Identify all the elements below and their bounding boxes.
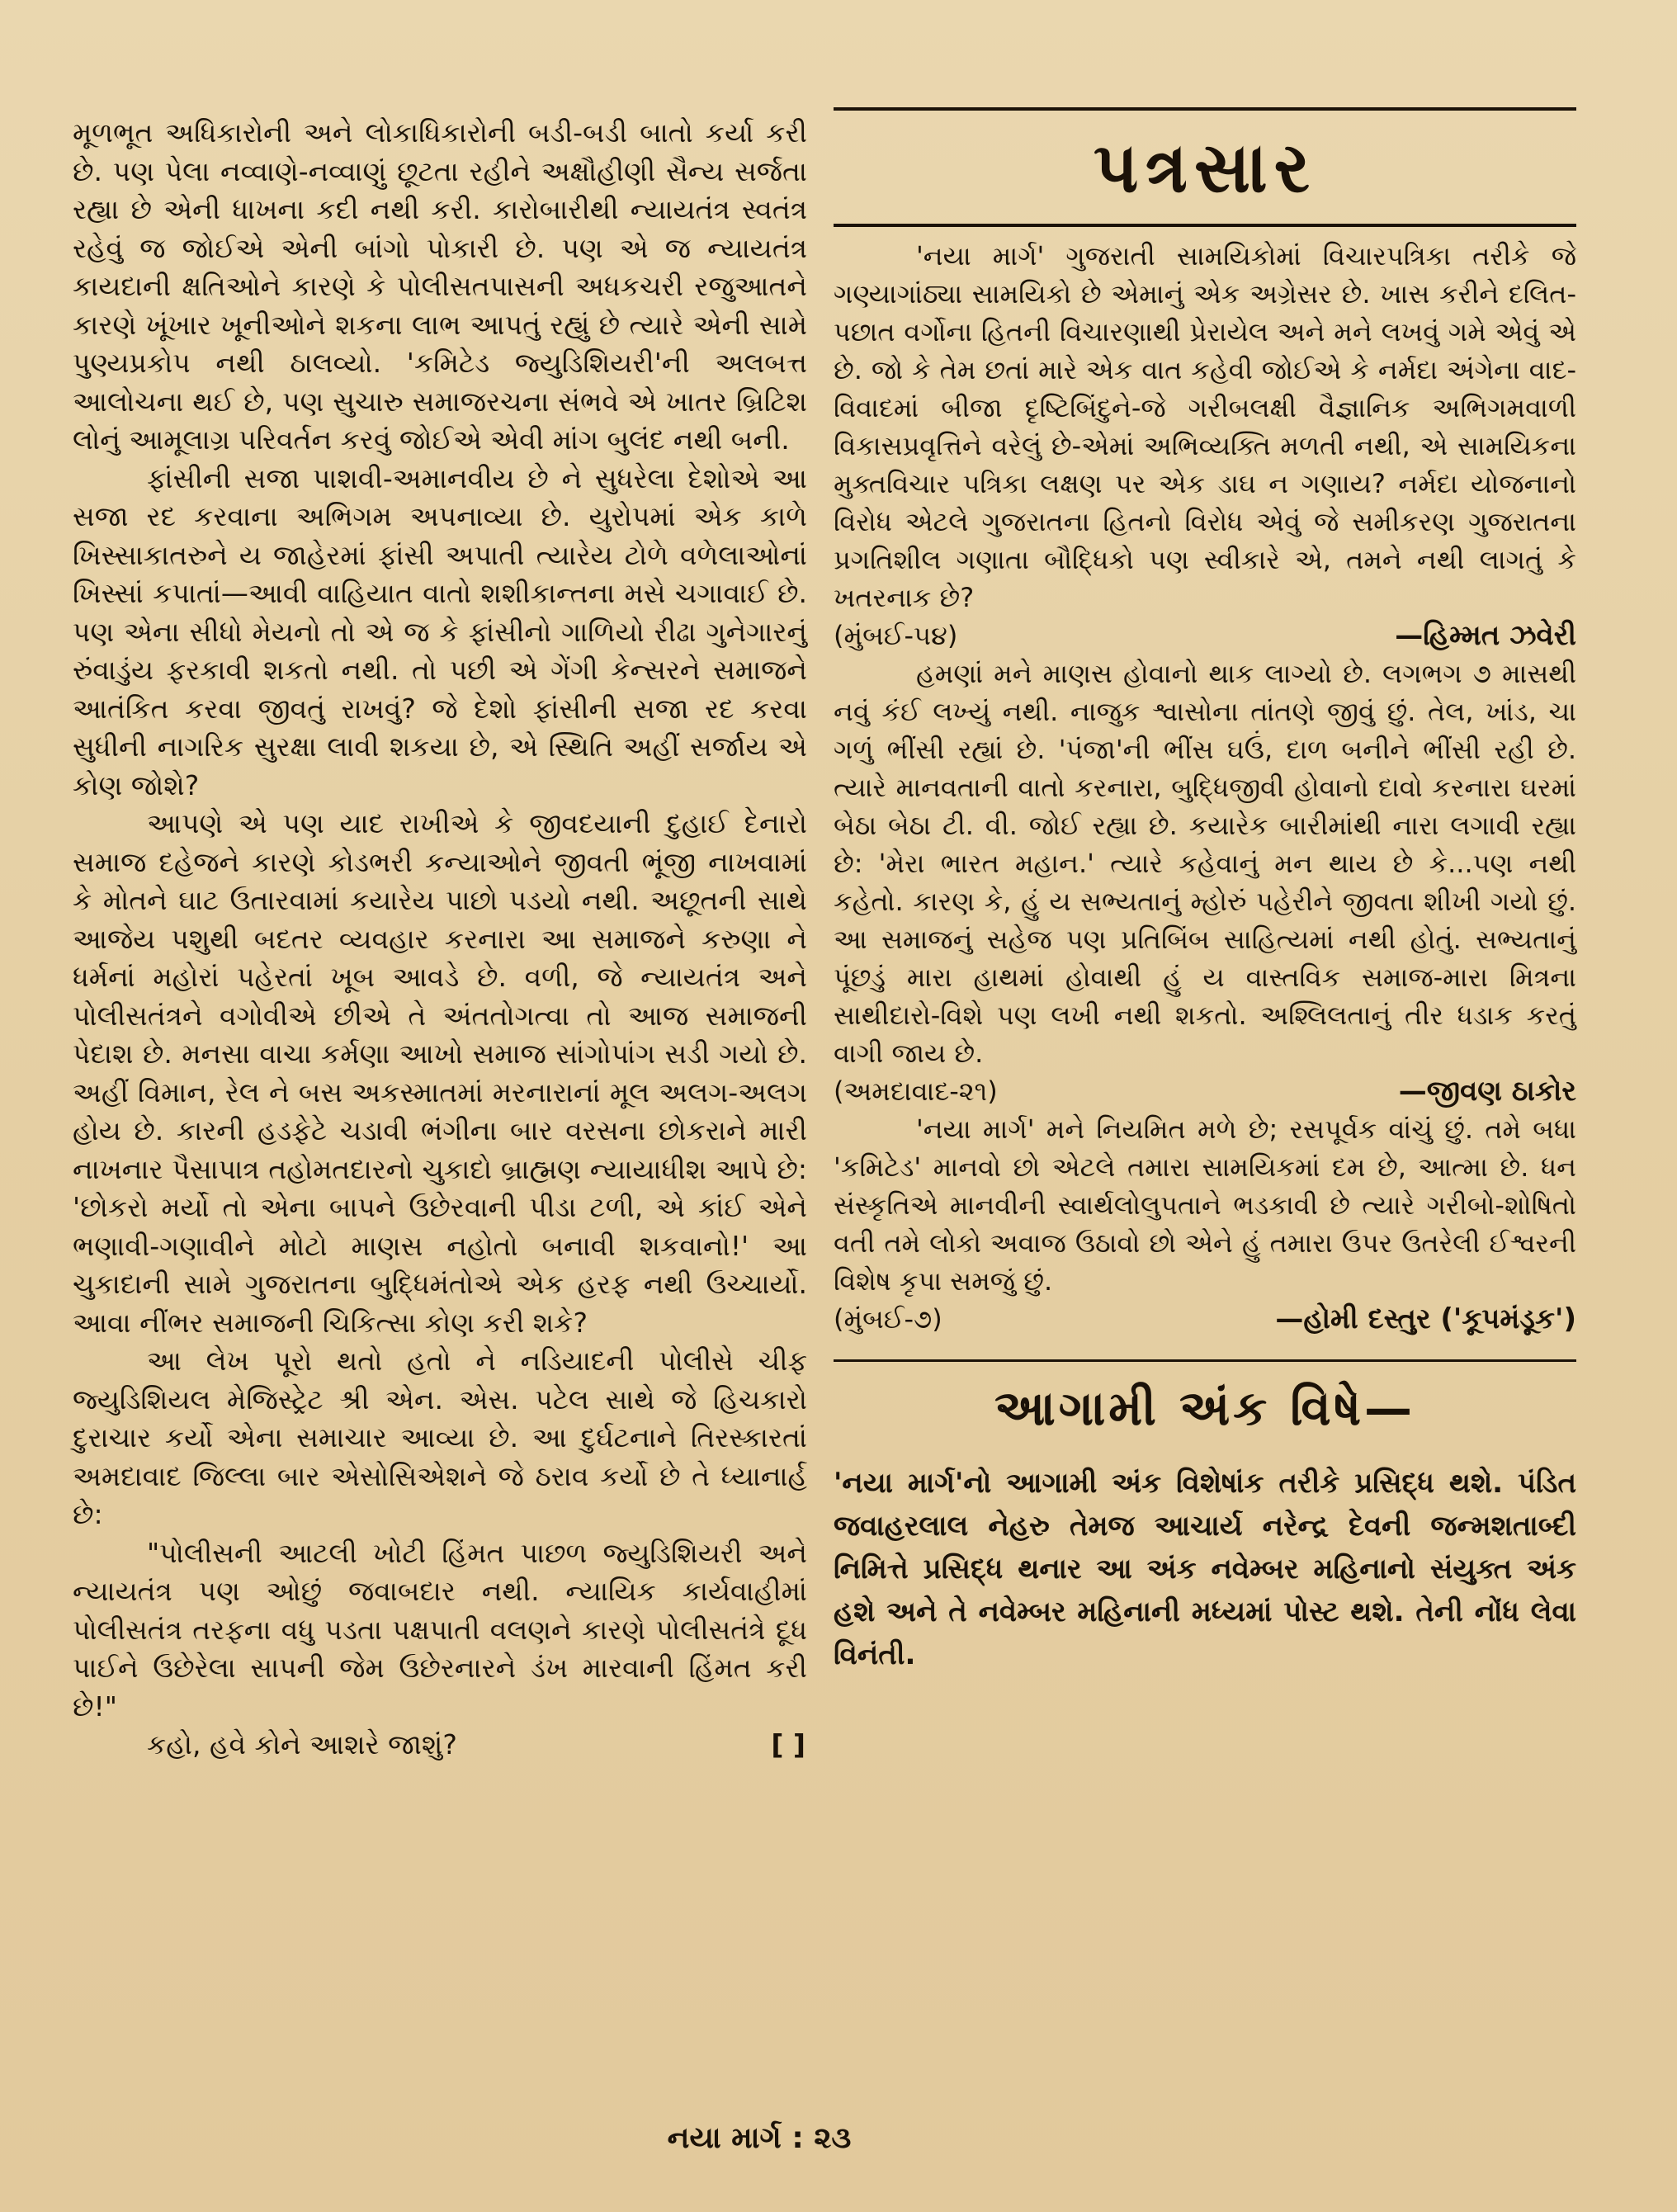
letter-3-signature: —હોમી દસ્તુર ('કૂપમંડૂક') xyxy=(1275,1302,1576,1335)
article-paragraph-2: ફાંસીની સજા પાશવી-અમાનવીય છે ને સુધરેલા દેશોએ આ સજા રદ કરવાના અભિગમ અપનાવ્યા છે. યુરોપમાં એક કાળે ખિસ્સાકાતરુને ય જાહેરમાં ફાંસી અપાતી ત્યારેય ટોળે વળેલાઓનાં ખિસ્સાં કપાતાં—આવી વાહિયાત વાતો શશીકાન્તના મસે ચગાવાઈ છે. પણ એના સીધો મેયનો તો એ જ કે ફાંસીનો ગાળિયો રીઢા ગુનેગારનું રુંવાડુંય ફરકાવી શકતો નથી. તો પછી એ ગેંગી કેન્સરને સમાજને આતંકિત કરવા જીવતું રાખવું? જે દેશો ફાંસીની સજા રદ કરવા સુધીની નાગરિક સુરક્ષા લાવી શકયા છે, એ સ્થિતિ અહીં સર્જાય એ કોણ જોશે? xyxy=(73,461,807,801)
letters-list xyxy=(834,237,1576,1338)
page-footer: નયા માર્ગ : ૨૩ xyxy=(667,2121,852,2155)
notice-heading: આગામી અંક વિષે— xyxy=(994,1380,1416,1436)
bar-association-quote: "પોલીસની આટલી ખોટી હિંમત પાછળ જ્યુડિશિયરી અને ન્યાયતંત્ર પણ ઓછું જવાબદાર નથી. ન્યાયિક કાર્યવાહીમાં પોલીસતંત્ર તરફના વધુ પડતા પક્ષપાતી વલણને કારણે પોલીસતંત્રે દૂધ પાઈને ઉછેરેલા સાપની જેમ ઉછેરનારને ડંખ મારવાની હિંમત કરી છે!" xyxy=(73,1536,807,1723)
letter-2-text: હમણાં મને માણસ હોવાનો થાક લાગ્યો છે. લગભગ ૭ માસથી નવું કંઈ લખ્યું નથી. નાજુક શ્વાસોના તાંતણે જીવું છું. તેલ, ખાંડ, ચા ગળું ભીંસી રહ્યાં છે. 'પંજા'ની ભીંસ ઘઉં, દાળ બનીને ભીંસી રહી છે. ત્યારે માનવતાની વાતો કરનારા, બુદ્ધિજીવી હોવાનો દાવો કરનારા ઘરમાં બેઠા બેઠા ટી. વી. જોઈ રહ્યા છે. કયારેક બારીમાંથી નારા લગાવી રહ્યા છે: 'મેરા ભારત મહાન.' ત્યારે કહેવાનું મન થાય છે કે...પણ નથી કહેતો. કારણ કે, હું ય સભ્યતાનું મ્હોરું પહેરીને જીવતા શીખી ગયો છું. આ સમાજનું સહેજ પણ પ્રતિબિંબ સાહિત્યમાં નથી હોતું. સભ્યતાનું પૂંછડું મારા હાથમાં હોવાથી હું ય વાસ્તવિક સમાજ-મારા મિત્રના સાથીદારો-વિશે પણ લખી નથી શકતો. અશ્લિલતાનું તીર ધડાક કરતું વાગી જાય છે. xyxy=(834,658,1576,1069)
article-paragraph-1: મૂળભૂત અધિકારોની અને લોકાધિકારોની બડી-બડી બાતો કર્યા કરી છે. પણ પેલા નવ્વાણે-નવ્વાણું છૂટતા રહીને અક્ષૌહીણી સૈન્ય સર્જતા રહ્યા છે એની ધાખના કદી નથી કરી. કારોબારીથી ન્યાયતંત્ર સ્વતંત્ર રહેવું જ જોઈએ એની બાંગો પોકારી છે. પણ એ જ ન્યાયતંત્ર કાયદાની ક્ષતિઓને કારણે કે પોલીસતપાસની અધકચરી રજુઆતને કારણે ખૂંખાર ખૂનીઓને શકના લાભ આપતું રહ્યું છે ત્યારે એની સામે પુણ્યપ્રકોપ નથી ઠાલવ્યો. 'કમિટેડ જ્યુડિશિયરી'ની અલબત્ત આલોચના થઈ છે, પણ સુચારુ સમાજરચના સંભવે એ ખાતર બ્રિટિશ લોનું આમૂલાગ્ર પરિવર્તન કરવું જોઈએ એવી માંગ બુલંદ નથી બની. xyxy=(73,116,807,456)
article-column xyxy=(73,114,807,1765)
article-closing-line xyxy=(73,1726,807,1765)
article-paragraph-4: આ લેખ પૂરો થતો હતો ને નડિયાદની પોલીસે ચીફ જ્યુડિશિયલ મેજિસ્ટ્રેટ શ્રી એન. એસ. પટેલ સાથે જે હિચકારો દુરાચાર કર્યો એના સમાચાર આવ્યા છે. આ દુર્ઘટનાને તિરસ્કારતાં અમદાવાદ જિલ્લા બાર એસોસિએશને જે ઠરાવ કર્યો છે તે ધ્યાનાર્હ છે: xyxy=(73,1345,807,1530)
letter-3-place: (મુંબઈ-૭) xyxy=(834,1303,942,1335)
heading-divider xyxy=(834,224,1576,227)
letter-1-place: (મુંબઈ-૫૪) xyxy=(834,620,958,651)
notice-text: 'નયા માર્ગ'નો આગામી અંક વિશેષાંક તરીકે પ્રસિદ્ધ થશે. પંડિત જવાહરલાલ નેહરુ તેમજ આચાર્ય નરેન્દ્ર દેવની જન્મશતાબ્દી નિમિત્તે પ્રસિદ્ધ થનાર આ અંક નવેમ્બર મહિનાનો સંયુક્ત અંક હશે અને તે નવેમ્બર મહિનાની મધ્યમાં પોસ્ટ થશે. તેની નોંધ લેવા વિનંતી. xyxy=(834,1467,1576,1671)
letter-1-signature: —હિમ્મત ઝવેરી xyxy=(1395,619,1576,652)
letter-2-footer xyxy=(834,1072,1576,1110)
letter-2-signature: —જીવણ ઠાકોર xyxy=(1398,1075,1576,1108)
letter-3-text: 'નયા માર્ગ' મને નિયમિત મળે છે; રસપૂર્વક વાંચું છું. તમે બધા 'કમિટેડ' માનવો છો એટલે તમારા સામયિકમાં દમ છે, આત્મા છે. ધન સંસ્કૃતિએ માનવીની સ્વાર્થલોલુપતાને ભડકાવી છે ત્યારે ગરીબો-શોષિતો વતી તમે લોકો અવાજ ઉઠાવો છો એને હું તમારા ઉપર ઉતરેલી ઈશ્વરની વિશેષ કૃપા સમજું છું. xyxy=(834,1113,1576,1297)
top-divider xyxy=(834,107,1576,111)
letters-heading: પત્રસાર xyxy=(1093,127,1317,208)
letters-column xyxy=(834,107,1576,1676)
notice-divider xyxy=(834,1359,1576,1362)
letter-2-place: (અમદાવાદ-૨૧) xyxy=(834,1075,998,1107)
end-mark: [ ] xyxy=(771,1728,805,1761)
article-paragraph-3: આપણે એ પણ યાદ રાખીએ કે જીવદયાની દુહાઈ દેનારો સમાજ દહેજને કારણે કોડભરી કન્યાઓને જીવતી ભૂંજી નાખવામાં કે મોતને ઘાટ ઉતારવામાં કયારેય પાછો પડયો નથી. અછૂતની સાથે આજેય પશુથી બદતર વ્યવહાર કરનારા આ સમાજને કરુણા ને ધર્મનાં મહોરાં પહેરતાં ખૂબ આવડે છે. વળી, જે ન્યાયતંત્ર અને પોલીસતંત્રને વગોવીએ છીએ તે અંતતોગત્વા તો આજ સમાજની પેદાશ છે. મનસા વાચા કર્મણા આખો સમાજ સાંગોપાંગ સડી ગયો છે. અહીં વિમાન, રેલ ને બસ અકસ્માતમાં મરનારાનાં મૂલ અલગ-અલગ હોય છે. કારની હડફેટે ચડાવી ભંગીના બાર વરસના છોકરાને મારી નાખનાર પૈસાપાત્ર તહોમતદારનો ચુકાદો બ્રાહ્મણ ન્યાયાધીશ આપે છે: 'છોકરો મર્યો તો એના બાપને ઉછેરવાની પીડા ટળી, એ કાંઈ એને ભણાવી-ગણાવીને મોટો માણસ નહોતો બનાવી શકવાનો!' આ ચુકાદાની સામે ગુજરાતના બુદ્ધિમંતોએ એક હરફ નથી ઉચ્ચાર્યો. આવા નીંભર સમાજની ચિકિત્સા કોણ કરી શકે? xyxy=(73,807,807,1339)
letter-1-footer xyxy=(834,617,1576,655)
letter-3-footer xyxy=(834,1300,1576,1338)
closing-question: કહો, હવે કોને આશરે જાશું? xyxy=(147,1728,457,1761)
letter-1-text: 'નયા માર્ગ' ગુજરાતી સામયિકોમાં વિચારપત્રિકા તરીકે જે ગણ્યાગાંઠ્યા સામયિકો છે એમાનું એક અગ્રેસર છે. ખાસ કરીને દલિત-પછાત વર્ગોના હિતની વિચારણાથી પ્રેરાયેલ અને મને લખવું ગમે એવું એ છે. જો કે તેમ છતાં મારે એક વાત કહેવી જોઈએ કે નર્મદા અંગેના વાદ-વિવાદમાં બીજા દૃષ્ટિબિંદુને-જે ગરીબલક્ષી વૈજ્ઞાનિક અભિગમવાળી વિકાસપ્રવૃત્તિને વરેલું છે-એમાં અભિવ્યક્તિ મળતી નથી, એ સામયિકના મુક્તવિચાર પત્રિકા લક્ષણ પર એક ડાઘ ન ગણાય? નર્મદા યોજનાનો વિરોધ એટલે ગુજરાતના હિતનો વિરોધ એવું જે સમીકરણ ગુજરાતના પ્રગતિશીલ ગણાતા બૌદ્ધિકો પણ સ્વીકારે એ, તમને નથી લાગતું કે ખતરનાક છે? xyxy=(834,240,1576,613)
